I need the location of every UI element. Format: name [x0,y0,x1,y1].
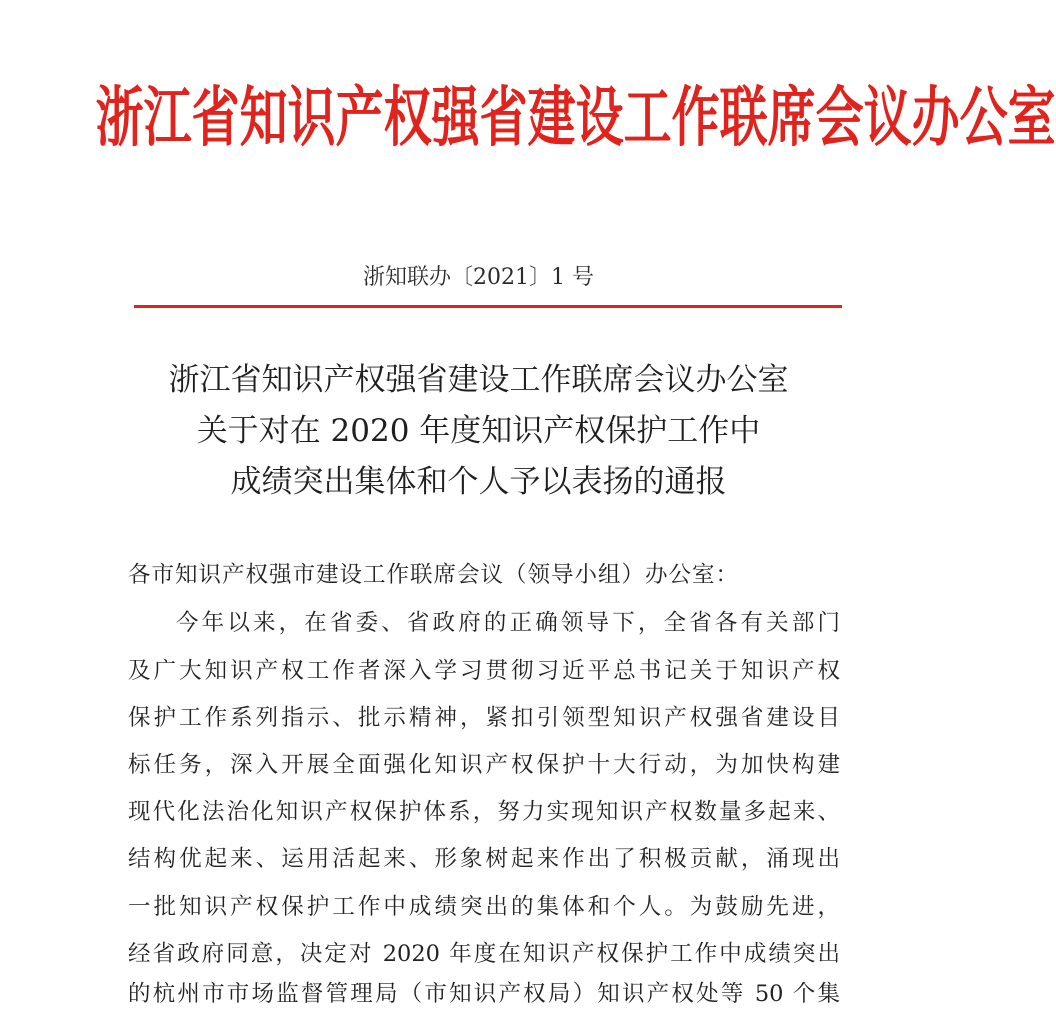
body-line: 经省政府同意，决定对 2020 年度在知识产权保护工作中成绩突出 [128,941,840,967]
letterhead-title: 浙江省知识产权强省建设工作联席会议办公室 [95,80,1056,156]
document-number: 浙知联办〔2021〕1 号 [363,265,594,290]
salutation: 各市知识产权强市建设工作联席会议（领导小组）办公室： [128,562,740,588]
body-line: 保护工作系列指示、批示精神，紧扣引领型知识产权强省建设目 [128,705,840,731]
body-line: 结构优起来、运用活起来、形象树起来作出了积极贡献，涌现出 [128,846,840,872]
body-line: 一批知识产权保护工作中成绩突出的集体和个人。为鼓励先进， [128,894,840,920]
notice-title [0,355,957,508]
body-line: 今年以来，在省委、省政府的正确领导下，全省各有关部门 [176,610,840,636]
body-line: 及广大知识产权工作者深入学习贯彻习近平总书记关于知识产权 [128,658,840,684]
body-line: 的杭州市市场监督管理局（市知识产权局）知识产权处等 50 个集 [128,981,840,1007]
body-line: 现代化法治化知识产权保护体系，努力实现知识产权数量多起来、 [128,799,840,825]
notice-title-line-3: 成绩突出集体和个人予以表扬的通报 [230,464,727,500]
red-divider-line [134,305,842,308]
notice-title-line-2: 关于对在 2020 年度知识产权保护工作中 [196,413,761,449]
body-line: 标任务，深入开展全面强化知识产权保护十大行动，为加快构建 [128,752,840,778]
notice-title-line-1: 浙江省知识产权强省建设工作联席会议办公室 [168,362,789,398]
